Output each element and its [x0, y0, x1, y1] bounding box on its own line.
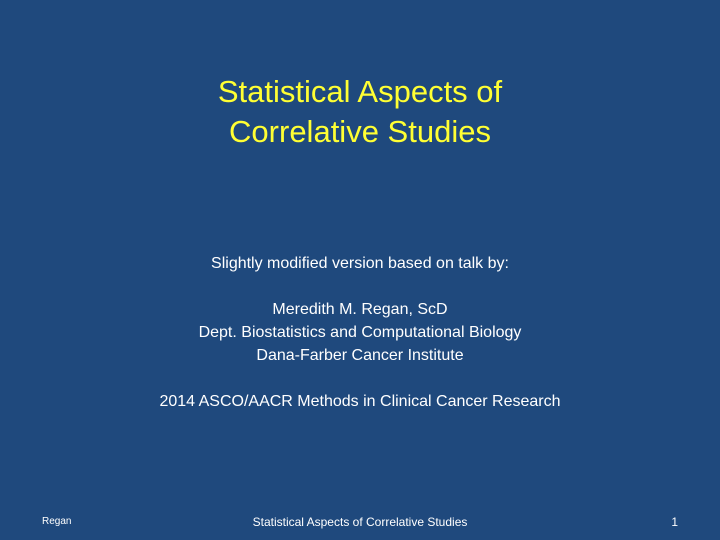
spacer: [0, 367, 720, 390]
slide-body: [0, 252, 720, 413]
intro-text: Slightly modified version based on talk by:: [211, 255, 509, 272]
author-institute: Dana-Farber Cancer Institute: [256, 347, 464, 364]
slide-title: [0, 72, 720, 152]
author-department: Dept. Biostatistics and Computational Biology: [198, 324, 522, 341]
event-name: 2014 ASCO/AACR Methods in Clinical Cancer Research: [159, 393, 561, 410]
slide-title-line-1: Statistical Aspects of: [217, 74, 503, 109]
footer-title: Statistical Aspects of Correlative Studies: [252, 515, 468, 529]
spacer: [0, 275, 720, 298]
slide-title-line-2: Correlative Studies: [229, 114, 491, 149]
author-name: Meredith M. Regan, ScD: [272, 301, 448, 318]
footer-author: Regan: [42, 516, 72, 527]
page-number: 1: [671, 515, 678, 529]
